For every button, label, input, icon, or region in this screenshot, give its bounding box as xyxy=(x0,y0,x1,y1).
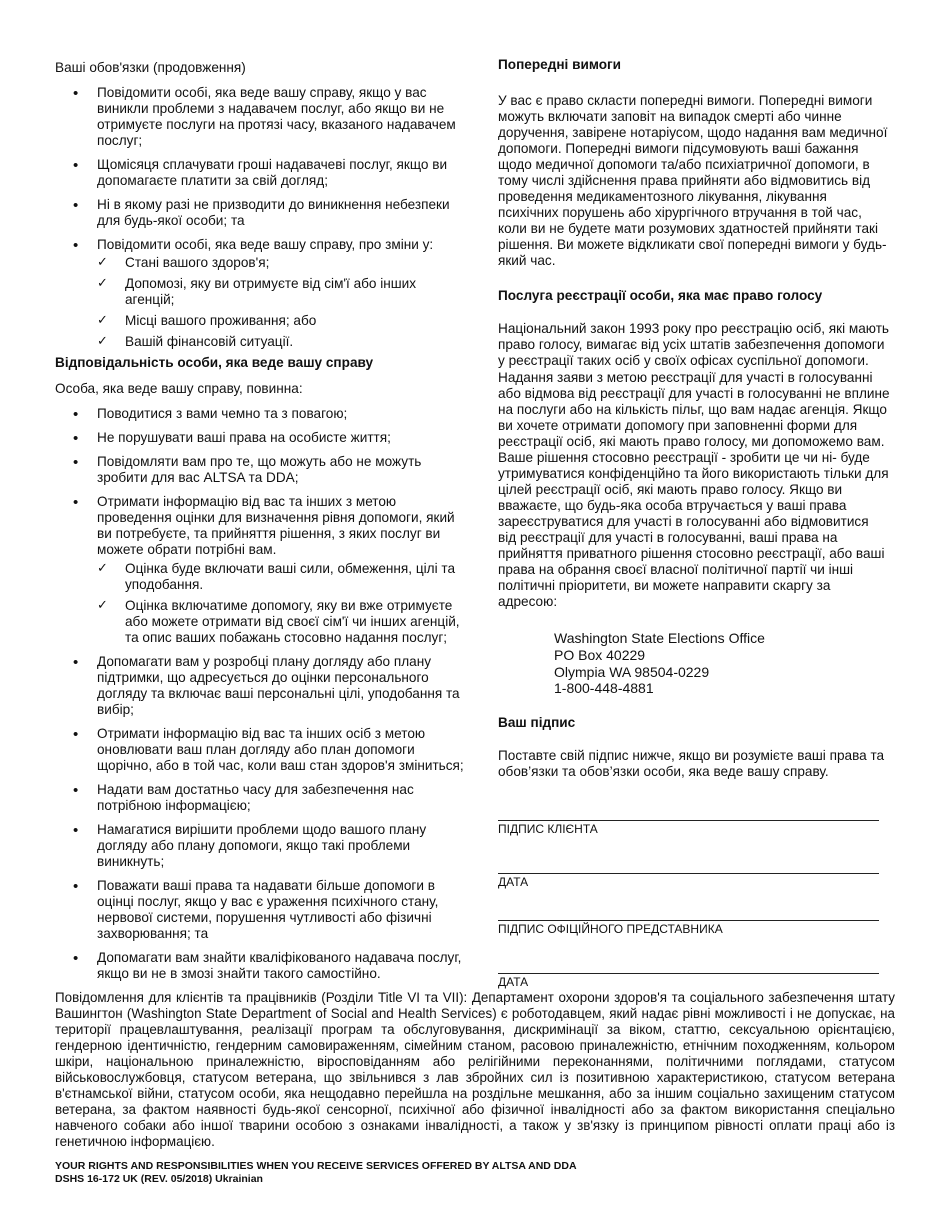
changes-checklist xyxy=(55,255,465,350)
form-number: DSHS 16-172 UK (REV. 05/2018) Ukrainian xyxy=(55,1173,263,1186)
nondiscrimination-notice: Повідомлення для клієнтів та працівників (Розділи Title VI та VII): Департамент охорони здоров'я та соціального забезпечення штату Вашингтон (Washington State Department of Social and Health Services) є роботодавцем, який надає рівні можливості і не допускає, на території працевлаштування, реалізації програм та обслуговування, дискримінації за віком, статтю, сексуальною орієнтацією, гендерною ідентичністю, гендерним самовираженням, сімейним станом, расовою приналежністю, етнічним походженням, кольором шкіри, національною приналежністю, віросповіданням або релігійними переконаннями, політичними поглядами, статусом військовослужбовця, статусом ветерана, що звільнився з лав збройних сил із позитивною характеристикою, статусом ветерана в'єтнамської війни, статусом особи, яка нещодавно перейшла на роздільне мешкання, або за іншим соціально захищеним статусом ветерана, за фактом наявності будь-якої сенсорної, психічної або фізичної інвалідності або за фактом використання спеціально навченого собаки або іншої тварини особою з ознаками інвалідності, а також у зв'язку із принципом рівності оплати праці або із генетичною інформацією. xyxy=(55,990,895,1149)
checklist-item: ✓ Місці вашого проживання; або xyxy=(55,313,465,329)
voter-registration-text: Національний закон 1993 року про реєстрацію осіб, які мають право голосу, вимагає від усіх штатів забезпечення допомоги у реєстрації таких осіб у своїх офісах суспільної допомоги. Надання заяви з метою реєстрації для участі в голосуванні або відмова від реєстрації для участі в голосуванні не вплине на послуги або на кількість пільг, що вам надає агенція. Якщо ви хочете отримати допомогу при заповненні форми для реєстрації осіб, які мають право голосу, ми допоможемо вам. Ваше рішення стосовно реєстрації - зробити це чи ні- буде утримуватися конфіденційно та його використають тільки для цілей реєстрації осіб, які мають право голосу. Якщо ви вважаєте, що будь-яка особа втручається у ваші права зареєструватися для участі в голосуванні або відмовитися від реєстрації для участі в голосуванні, ваші права на прийняття приватного рішення стосовно реєстрації, або ваші права на обрання своєї власної політичної партії чи інші політичні пріоритети, ви можете направити скаргу за адресою: xyxy=(498,321,890,609)
checklist-item: ✓ Оцінка буде включати ваші сили, обмеження, цілі та уподобання. xyxy=(55,561,465,593)
list-item: • Отримати інформацію від вас та інших осіб з метою оновлювати ваш план догляду або план допомоги щорічно, або в той час, коли ваш стан здоров'я зміниться; xyxy=(55,726,465,774)
address-line: PO Box 40229 xyxy=(554,646,646,663)
date-line-1[interactable] xyxy=(498,873,879,889)
duties-heading: Ваші обов'язки (продовження) xyxy=(55,60,246,75)
right-column xyxy=(498,57,890,780)
list-item: • Повідомляти вам про те, що можуть або не можуть зробити для вас ALTSA та DDA; xyxy=(55,454,465,486)
advance-directives-heading: Попередні вимоги xyxy=(498,57,622,72)
checklist-item: ✓ Стані вашого здоров'я; xyxy=(55,255,465,271)
caseworker-responsibility-heading: Відповідальність особи, яка веде вашу справу xyxy=(55,355,374,371)
official-signature-label: ПІДПИС ОФІЦІЙНОГО ПРЕДСТАВНИКА xyxy=(498,922,723,936)
list-item: • Ні в якому разі не призводити до виникнення небезпеки для будь-якої особи; та xyxy=(55,197,465,229)
duties-list xyxy=(55,85,465,350)
list-item: • Щомісяця сплачувати гроші надавачеві послуг, якщо ви допомагаєте платити за свій догляд; xyxy=(55,157,465,189)
signature-heading: Ваш підпис xyxy=(498,715,576,731)
list-item: • Допомагати вам знайти кваліфікованого надавача послуг, якщо ви не в змозі знайти такого самостійно. xyxy=(55,950,465,982)
assessment-checklist xyxy=(55,561,465,646)
left-column xyxy=(55,60,465,983)
date-label: ДАТА xyxy=(498,975,529,989)
checklist-item: ✓ Оцінка включатиме допомогу, яку ви вже отримуєте або можете отримати від своєї сім'ї чи інших агенцій, та опис ваших побажань стосовно надання послуг; xyxy=(55,598,465,646)
list-item: • Надати вам достатньо часу для забезпечення нас потрібною інформацією; xyxy=(55,782,465,814)
list-item: • Намагатися вирішити проблеми щодо вашого плану догляду або плану допомоги, якщо такі проблеми виникнуть; xyxy=(55,822,465,870)
list-item: • Повідомити особі, яка веде вашу справу, про зміни у: ✓ Стані вашого здоров'я; ✓ Допомозі, яку ви отримуєте від сім'ї або інших агенцій; ✓ Місці вашого проживання; або ✓ Вашій фінансовій ситуації. xyxy=(55,237,465,350)
client-signature-label: ПІДПИС КЛІЄНТА xyxy=(498,822,598,836)
responsibilities-list xyxy=(55,406,465,983)
list-item: • Поводитися з вами чемно та з повагою; xyxy=(55,406,465,422)
address-line: Washington State Elections Office xyxy=(554,629,765,646)
date-line-2[interactable] xyxy=(498,973,879,989)
checklist-item: ✓ Вашій фінансовій ситуації. xyxy=(55,334,465,350)
advance-directives-text: У вас є право скласти попередні вимоги. Попередні вимоги можуть включати заповіт на випадок смерті або чинне доручення, завірене нотаріусом, щодо надання вам медичної допомоги. Попередні вимоги підсумовують ваші бажання щодо медичної допомоги та/або психіатричної допомоги, в тому числі здійснення права прийняти або відмовитись від проведення медикаментозного лікування, лікування психічних порушень або хірургічного втручання в той час, коли ви не будете мати розумових здатностей прийняти такі рішення. Ви можете відкликати свої попередні вимоги у будь-який час. xyxy=(498,93,888,269)
client-signature-line[interactable] xyxy=(498,820,879,836)
list-item: • Отримати інформацію від вас та інших з метою проведення оцінки для визначення рівня допомоги, який ви потребуєте, та прийняття рішення, з яких послуг ви можете обрати потрібні вам. ✓ Оцінка буде включати ваші сили, обмеження, цілі та уподобання. ✓ Оцінка включатиме допомогу, яку ви вже отримуєте або можете отримати від своєї сім'ї чи інших агенцій, та опис ваших побажань стосовно надання послуг; xyxy=(55,494,465,646)
phone-number: 1-800-448-4881 xyxy=(554,680,654,697)
list-item: • Поважати ваші права та надавати більше допомоги в оцінці послуг, якщо у вас є ураження психічного стану, нервової системи, порушення чутливості або фізичні захворювання; та xyxy=(55,878,465,942)
elections-office-address xyxy=(554,630,890,697)
voter-registration-heading: Послуга реєстрації особи, яка має право голосу xyxy=(498,288,823,304)
date-label: ДАТА xyxy=(498,875,529,889)
address-line: Olympia WA 98504-0229 xyxy=(554,663,710,680)
caseworker-intro: Особа, яка веде вашу справу, повинна: xyxy=(55,380,303,396)
signature-instructions: Поставте свій підпис нижче, якщо ви розумієте ваші права та обов’язки та обов’язки особи, яка веде вашу справу. xyxy=(498,748,885,780)
list-item: • Не порушувати ваші права на особисте життя; xyxy=(55,430,465,446)
footer-title: YOUR RIGHTS AND RESPONSIBILITIES WHEN YOU RECEIVE SERVICES OFFERED BY ALTSA AND DDA xyxy=(55,1160,577,1172)
official-signature-line[interactable] xyxy=(498,920,879,936)
list-item: • Допомагати вам у розробці плану догляду або плану підтримки, що адресується до оцінки персонального догляду та включає ваші персональні цілі, уподобання та вибір; xyxy=(55,654,465,718)
form-footer xyxy=(55,1160,577,1186)
list-item: • Повідомити особі, яка веде вашу справу, якщо у вас виникли проблеми з надавачем послуг, або якщо ви не отримуєте послуги на протязі часу, вказаного надавачем послуг; xyxy=(55,85,465,149)
checklist-item: ✓ Допомозі, яку ви отримуєте від сім'ї або інших агенцій; xyxy=(55,276,465,308)
